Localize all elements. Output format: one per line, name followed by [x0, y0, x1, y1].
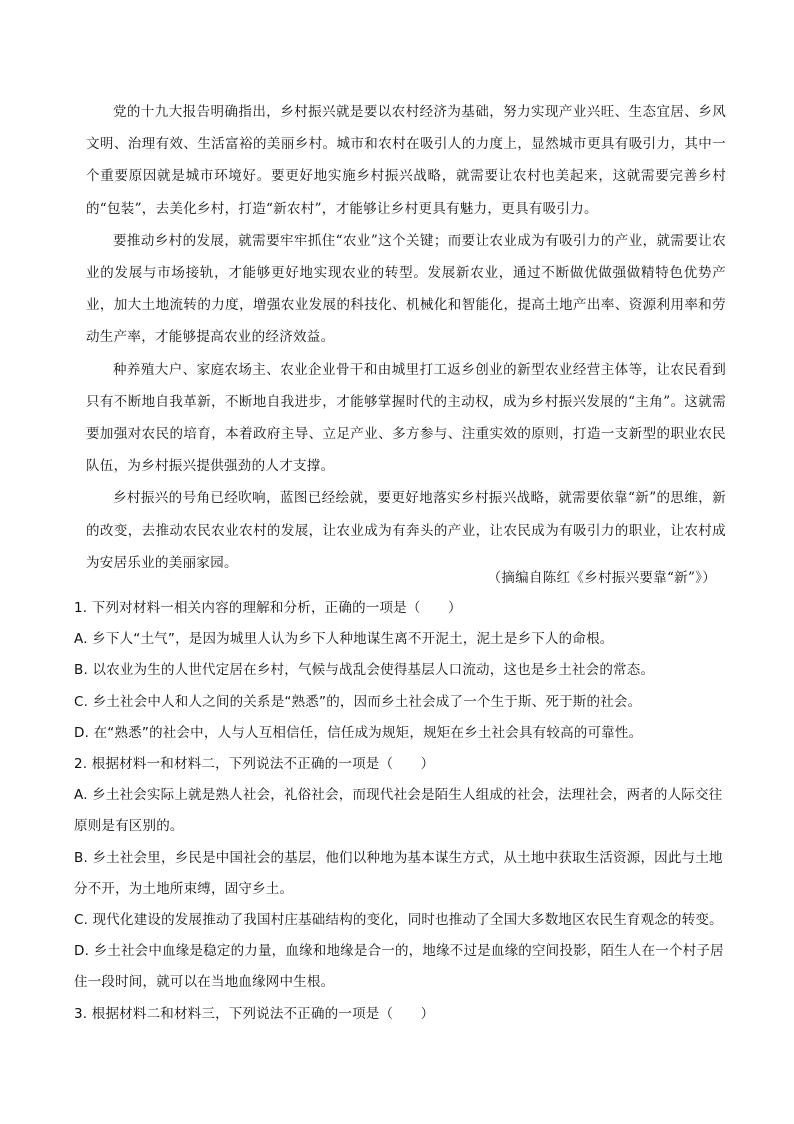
- question-option: A. 乡下人“土气”，是因为城里人认为乡下人种地谋生离不开泥土，泥土是乡下人的命根。: [74, 631, 614, 648]
- question-stem: 1. 下列对材料一相关内容的理解和分析，正确的一项是（ ）: [74, 600, 462, 616]
- question-stem: 3. 根据材料二和材料三，下列说法不正确的一项是（ ）: [74, 1005, 435, 1022]
- passage-paragraph: 党的十九大报告明确指出，乡村振兴就是要以农村经济为基础，努力实现产业兴旺、生态宜居、乡风文明、治理有效、生活富裕的美丽乡村。城市和农村在吸引人的力度上，显然城市更具有吸引力，其中一个重要原因就是城市环境好。要更好地实施乡村振兴战略，就需要让农村也美起来，这就需要完善乡村的“包装”，去美化乡村，打造“新农村”，才能够让乡村更具有魅力，更具有吸引力。: [86, 104, 726, 217]
- reading-passage: [86, 96, 726, 579]
- passage-paragraph: 乡村振兴的号角已经吹响，蓝图已经绘就，要更好地落实乡村振兴战略，就需要依靠“新”的思维，新的改变，去推动农民农业农村的发展，让农业成为有奔头的产业，让农民成为有吸引力的职业，让农村成为安居乐业的美丽家园。: [86, 490, 726, 571]
- question-option: A. 乡土社会实际上就是熟人社会，礼俗社会，而现代社会是陌生人组成的社会，法理社会，两者的人际交往原则是有区别的。: [74, 787, 723, 835]
- question-option: C. 乡土社会中人和人之间的关系是“熟悉”的，因而乡土社会成了一个生于斯、死于斯的社会。: [74, 693, 642, 710]
- question-stem: 2. 根据材料一和材料二，下列说法不正确的一项是（ ）: [74, 756, 435, 773]
- question-option: C. 现代化建设的发展推动了我国村庄基础结构的变化，同时也推动了全国大多数地区农民生育观念的转变。: [74, 912, 723, 929]
- passage-paragraph: 要推动乡村的发展，就需要牢牢抓住“农业”这个关键；而要让农业成为有吸引力的产业，就需要让农业的发展与市场接轨，才能够更好地实现农业的转型。发展新农业，通过不断做优做强做精特色优势产业，加大土地流转的力度，增强农业发展的科技化、机械化和智能化，提高土地产出率、资源利用率和劳动生产率，才能够提高农业的经济效益。: [86, 232, 726, 346]
- question-option: B. 以农业为生的人世代定居在乡村，气候与战乱会使得基层人口流动，这也是乡土社会的常态。: [74, 662, 655, 679]
- passage-paragraph: 种养殖大户、家庭农场主、农业企业骨干和由城里打工返乡创业的新型农业经营主体等，让农民看到只有不断地自我革新，不断地自我进步，才能够掌握时代的主动权，成为乡村振兴发展的“主角”。这就需要加强对农民的培育，本着政府主导、立足产业、多方参与、注重实效的原则，打造一支新型的职业农民队伍，为乡村振兴提供强劲的人才支撑。: [86, 361, 726, 475]
- question-list: [74, 593, 730, 1030]
- passage-source: （摘编自陈红《乡村振兴要靠“新”》）: [487, 570, 716, 586]
- question-option: D. 在“熟悉”的社会中，人与人互相信任，信任成为规矩，规矩在乡土社会具有较高的可靠性。: [74, 724, 643, 741]
- question-option: D. 乡土社会中血缘是稳定的力量，血缘和地缘是合一的，地缘不过是血缘的空间投影，陌生人在一个村子居住一段时间，就可以在当地血缘网中生根。: [74, 943, 724, 991]
- question-option: B. 乡土社会里，乡民是中国社会的基层，他们以种地为基本谋生方式，从土地中获取生活资源，因此与土地分不开，为土地所束缚，固守乡土。: [74, 849, 723, 897]
